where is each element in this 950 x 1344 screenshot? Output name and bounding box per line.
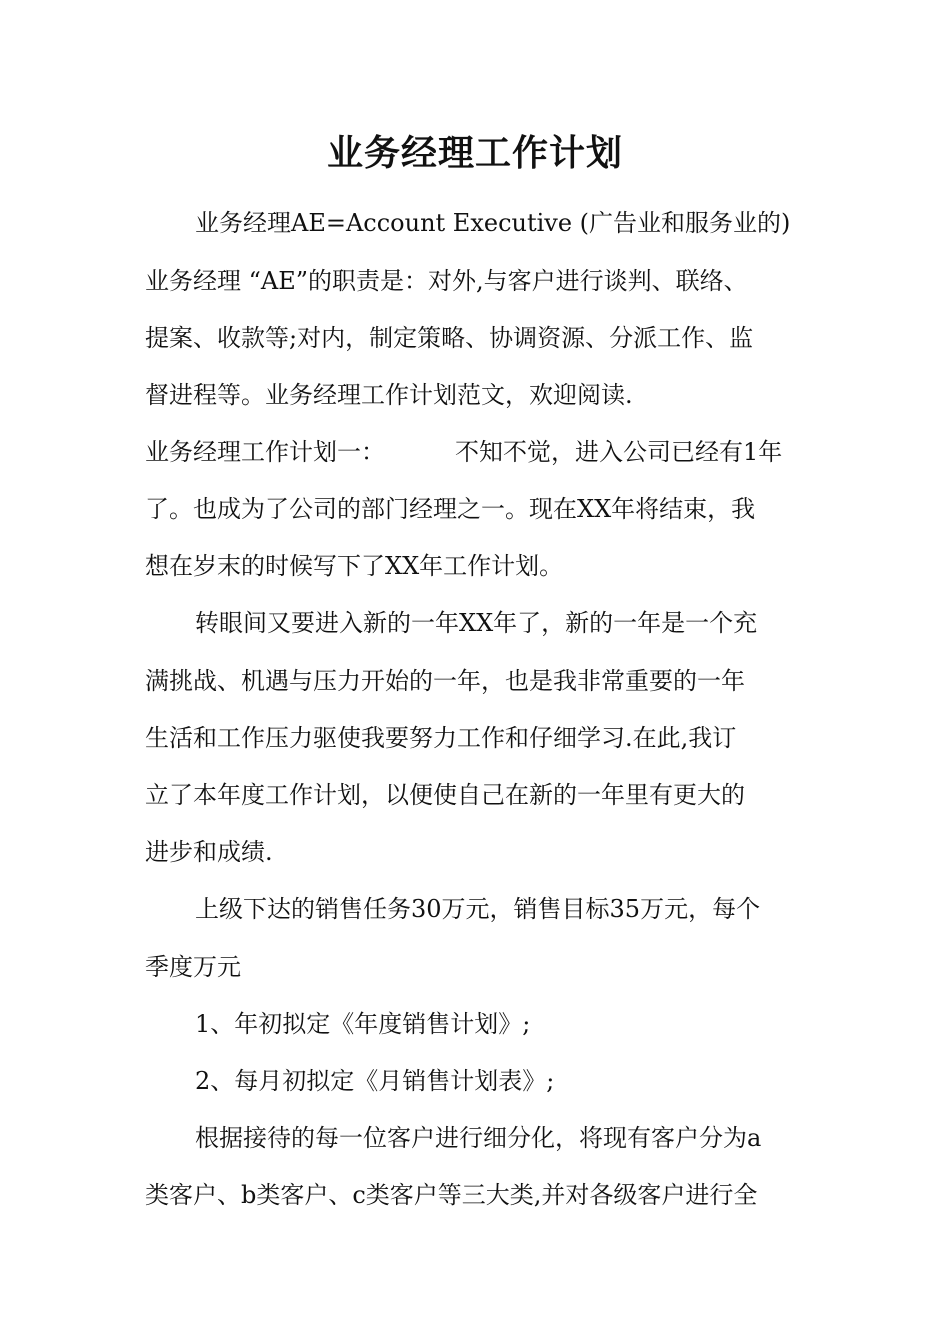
text-line: 满挑战、机遇与压力开始的一年，也是我非常重要的一年 bbox=[145, 667, 745, 695]
text-line: 了。也成为了公司的部门经理之一。现在XX年将结束，我 bbox=[145, 495, 756, 523]
text-line: 业务经理AE=Account Executive (广告业和服务业的) bbox=[195, 209, 791, 237]
text-line: 提案、收款等;对内，制定策略、协调资源、分派工作、监 bbox=[145, 324, 754, 352]
text-line: 上级下达的销售任务30万元，销售目标35万元，每个 bbox=[195, 895, 761, 923]
text-line: 类客户、b类客户、c类客户等三大类,并对各级客户进行全 bbox=[145, 1181, 758, 1209]
text-line: 业务经理 “AE”的职责是：对外,与客户进行谈判、联络、 bbox=[145, 267, 748, 295]
text-line: 立了本年度工作计划，以便使自己在新的一年里有更大的 bbox=[145, 781, 745, 809]
document-title: 业务经理工作计划 bbox=[326, 132, 623, 174]
text-line: 生活和工作压力驱使我要努力工作和仔细学习.在此,我订 bbox=[145, 724, 737, 752]
list-item: 1、年初拟定《年度销售计划》; bbox=[195, 1010, 531, 1038]
text-line: 督进程等。业务经理工作计划范文，欢迎阅读. bbox=[145, 381, 633, 409]
text-line: 季度万元 bbox=[145, 953, 241, 981]
list-item: 2、每月初拟定《月销售计划表》; bbox=[195, 1067, 555, 1095]
section-heading-line bbox=[145, 435, 825, 469]
section-heading: 业务经理工作计划一： bbox=[145, 438, 385, 466]
text-line: 想在岁末的时候写下了XX年工作计划。 bbox=[145, 552, 564, 580]
text-line-continuation: 不知不觉，进入公司已经有1年 bbox=[455, 438, 783, 466]
text-line: 根据接待的每一位客户进行细分化，将现有客户分为a bbox=[195, 1124, 762, 1152]
text-line: 转眼间又要进入新的一年XX年了，新的一年是一个充 bbox=[195, 609, 758, 637]
text-line: 进步和成绩. bbox=[145, 838, 273, 866]
